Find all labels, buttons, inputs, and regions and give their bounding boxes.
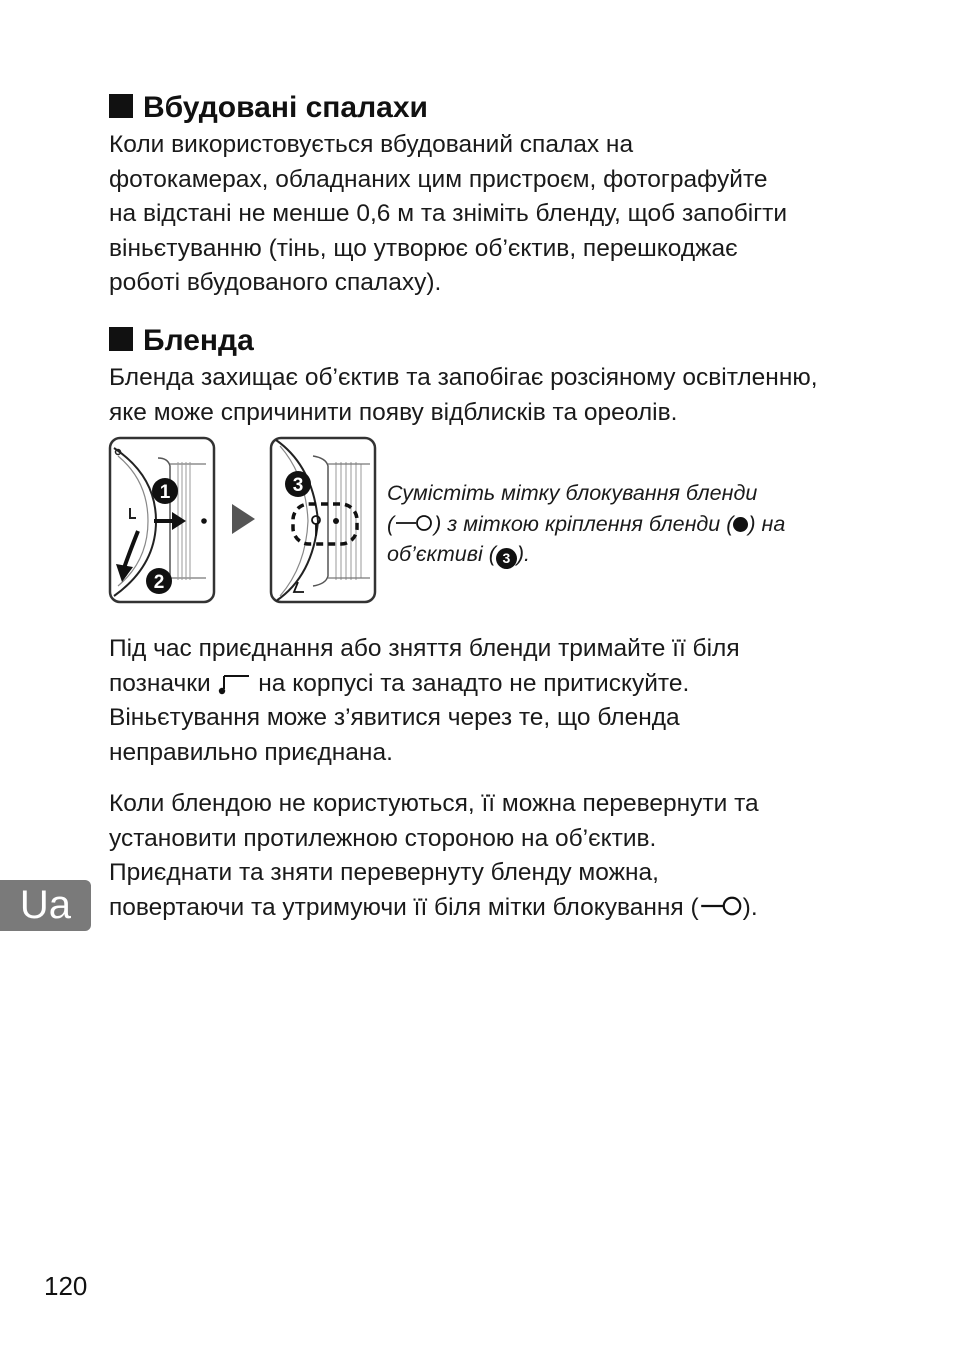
text-line: Коли використовується вбудований спалах на [109,131,634,158]
panel-step-3 [271,438,375,602]
heading-square-icon [109,94,133,118]
hood-mount-mark-icon [217,671,251,695]
section-heading-lens-hood [109,323,254,359]
text-line: віньєтуванню (тінь, що утворює об’єктив, перешкоджає [109,234,738,262]
language-tab: Ua [0,880,91,931]
text-line: неправильно приєднана. [109,738,393,766]
figure-caption [387,478,847,570]
step-2-label: 2 [153,572,165,593]
lock-mark-icon [699,895,743,917]
text-line: роботі вбудованого спалаху). [109,269,442,297]
caption-text: ) на [748,511,786,536]
panel-step-1-2 [110,438,214,602]
paragraph-built-in-flash [109,128,869,301]
text-line: Бленда захищає об’єктив та запобігає розсіяному освітленню, [109,364,818,391]
step-3-label: 3 [292,475,304,496]
text-line: фотокамерах, обладнаних цим пристроєм, фотографуйте [109,165,768,193]
caption-line: Сумістіть мітку блокування бленди [387,481,758,505]
heading-square-icon [109,327,133,351]
hood-attachment-illustration [108,436,378,606]
hood-attachment-svg [108,436,378,606]
caption-text: об’єктиві ( [387,542,496,566]
text-segment: на корпусі та занадто не притискуйте. [258,669,690,697]
mount-dot-icon [733,517,748,532]
mount-dot-icon [201,518,207,524]
paragraph-reverse-hood [109,787,869,925]
text-line [109,667,869,702]
text-line: яке може спричинити появу відблисків та ореолів. [109,398,678,426]
step-1-label: 1 [159,482,171,503]
text-segment: повертаючи та утримуючи її біля мітки блокування ( [109,893,699,921]
text-line: Під час приєднання або зняття бленди тримайте її біля [109,635,740,662]
paragraph-attach-remove [109,632,869,770]
caption-line [387,539,847,570]
caption-line [387,509,847,540]
text-line [109,891,869,926]
step-3-inline-badge: 3 [496,548,517,569]
section-title: Бленда [143,324,254,357]
section-heading-built-in-flash [109,90,428,126]
paragraph-lens-hood [109,361,869,430]
text-line: на відстані не менше 0,6 м та зніміть бленду, щоб запобігти [109,200,788,228]
text-line: Коли блендою не користуються, її можна перевернути та [109,790,759,817]
caption-text: ( [387,511,395,536]
text-segment: ). [742,893,758,921]
text-segment: позначки [109,669,211,697]
section-title: Вбудовані спалахи [143,91,428,124]
page-number: 120 [44,1271,88,1301]
text-line: установити протилежною стороною на об’єктив. [109,824,657,852]
caption-text: ). [516,542,531,566]
text-line: Приєднати та зняти перевернуту бленду можна, [109,859,659,887]
lock-mark-icon [394,513,434,533]
text-line: Віньєтування може з’явитися через те, що бленда [109,704,680,732]
caption-text: ) з міткою кріплення бленди ( [434,511,734,536]
next-step-arrow-icon [232,504,255,534]
